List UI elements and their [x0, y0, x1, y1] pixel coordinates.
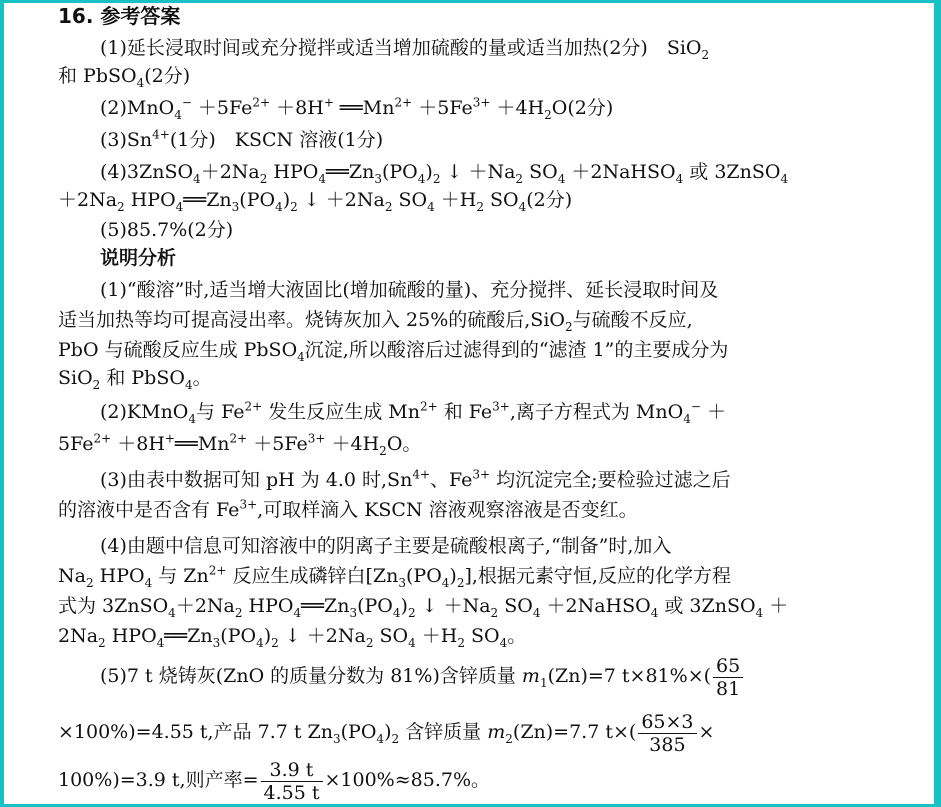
analysis-4-line-4: $2Na_2$ $HPO_4══Zn_3(PO_4)_2$ ↓ $+2Na_2$ $SO_4 +H_2$ $SO_4$。 [58, 625, 527, 650]
answer-3: $(3)Sn^{4+}(1$分) KSCN 溶液(1分) [100, 127, 384, 151]
analysis-2-line-2: $5Fe^{2+}$ $+8H^+══Mn^{2+} +5Fe^{3+} +4H_2O$。 [58, 431, 422, 458]
frame-right-border [934, 0, 941, 807]
answer-5: (5)85.7%(2分) [100, 219, 234, 241]
analysis-1-line-3: PbO 与硫酸反应生成 PbSO$_4$沉淀,所以酸溶后过滤得到的“滤渣 1”的主要成分为 [58, 339, 729, 364]
analysis-title: 说明分析 [100, 247, 177, 269]
fraction-65x3-385: $\frac{65\times 3}{385}$ [638, 711, 696, 756]
analysis-4-line-3: 式为 $3ZnSO_4+2Na_2$ $HPO_4══Zn_3(PO_4)_2$ ↓ $+Na_2$ $SO_4$ ＋2NaHSO$_4$ 或 3ZnSO$_4$ ＋ [58, 595, 789, 620]
analysis-3-line-1: (3)由表中数据可知 pH 为 4.0 时$,Sn^{4+}$、$Fe^{3+}$ 均沉淀完全;要检验过滤之后 [100, 467, 731, 491]
analysis-1-line-1: (1)“酸溶”时,适当增大液固比(增加硫酸的量)、充分搅拌、延长浸取时间及 [100, 279, 719, 301]
analysis-5-line-3: 100%)=3.9 t,则产率= $\frac{3.9 t}{4.55 t}$ ×100%≈85.7%。 [58, 758, 491, 804]
answer-title: 16. 参考答案 [58, 4, 181, 28]
answer-1-line-1: (1)延长浸取时间或充分搅拌或适当增加硫酸的量或适当加热(2分) SiO$_2$ [100, 37, 710, 62]
analysis-1-line-2: 适当加热等均可提高浸出率。烧铸灰加入 25%的硫酸后,SiO$_2$与硫酸不反应, [58, 309, 693, 334]
fraction-yield: $\frac{3.9 t}{4.55 t}$ [261, 759, 323, 804]
answer-4-line-2: $+2Na_2$ $HPO_4══Zn_3(PO_4)_2$ ↓ $+2Na_2$ $SO_4 +H_2$ $SO_4(2$分) [58, 189, 573, 214]
frame-left-border [0, 0, 4, 807]
analysis-5-line-2: ×100%)=4.55 t,产品 7.7 t $Zn_3(PO_4)_2$ 含锌质量 $m_2(Zn)=7.7$ t×( $\frac{65\times 3}{385}$ × [58, 710, 715, 756]
analysis-5-line-1: (5)7 t 烧铸灰(ZnO 的质量分数为 81%)含锌质量 $m_1(Zn)=7$ t×81%×( $\frac{65}{81}$ [100, 652, 745, 700]
answer-1-line-2: 和 PbSO$_4$(2分) [58, 65, 191, 90]
frame-top-border [0, 0, 941, 3]
analysis-1-line-4: SiO$_2$ 和 PbSO$_4$。 [58, 367, 212, 392]
analysis-4-line-1: (4)由题中信息可知溶液中的阴离子主要是硫酸根离子,“制备”时,加入 [100, 535, 672, 557]
analysis-3-line-2: 的溶液中是否含有 $Fe^{3+}$,可取样滴入 KSCN 溶液观察溶液是否变红。 [58, 497, 638, 521]
answer-2: $(2)MnO_4^- +5Fe^{2+} +8H^+$ $══Mn^{2+} +5Fe^{3+} +4H_2O(2$分) [100, 95, 614, 122]
analysis-4-line-2: $Na_2$ $HPO_4$ 与 $Zn^{2+}$ 反应生成磷锌白$[Zn_3(PO_4)_2]$,根据元素守恒,反应的化学方程 [58, 563, 731, 590]
fraction-65-81: $\frac{65}{81}$ [713, 655, 743, 700]
answer-4-line-1: $(4)3ZnSO_4+2Na_2$ $HPO_4══Zn_3(PO_4)_2$ ↓ $+Na_2$ $SO_4$ ＋2NaHSO$_4$ 或 3ZnSO$_4$ [100, 161, 789, 186]
analysis-2-line-1: (2)KMnO$_4$与 $Fe^{2+}$ 发生反应生成 $Mn^{2+}$ 和 $Fe^{3+}$,离子方程式为 MnO$_4$− ＋ [100, 399, 726, 426]
